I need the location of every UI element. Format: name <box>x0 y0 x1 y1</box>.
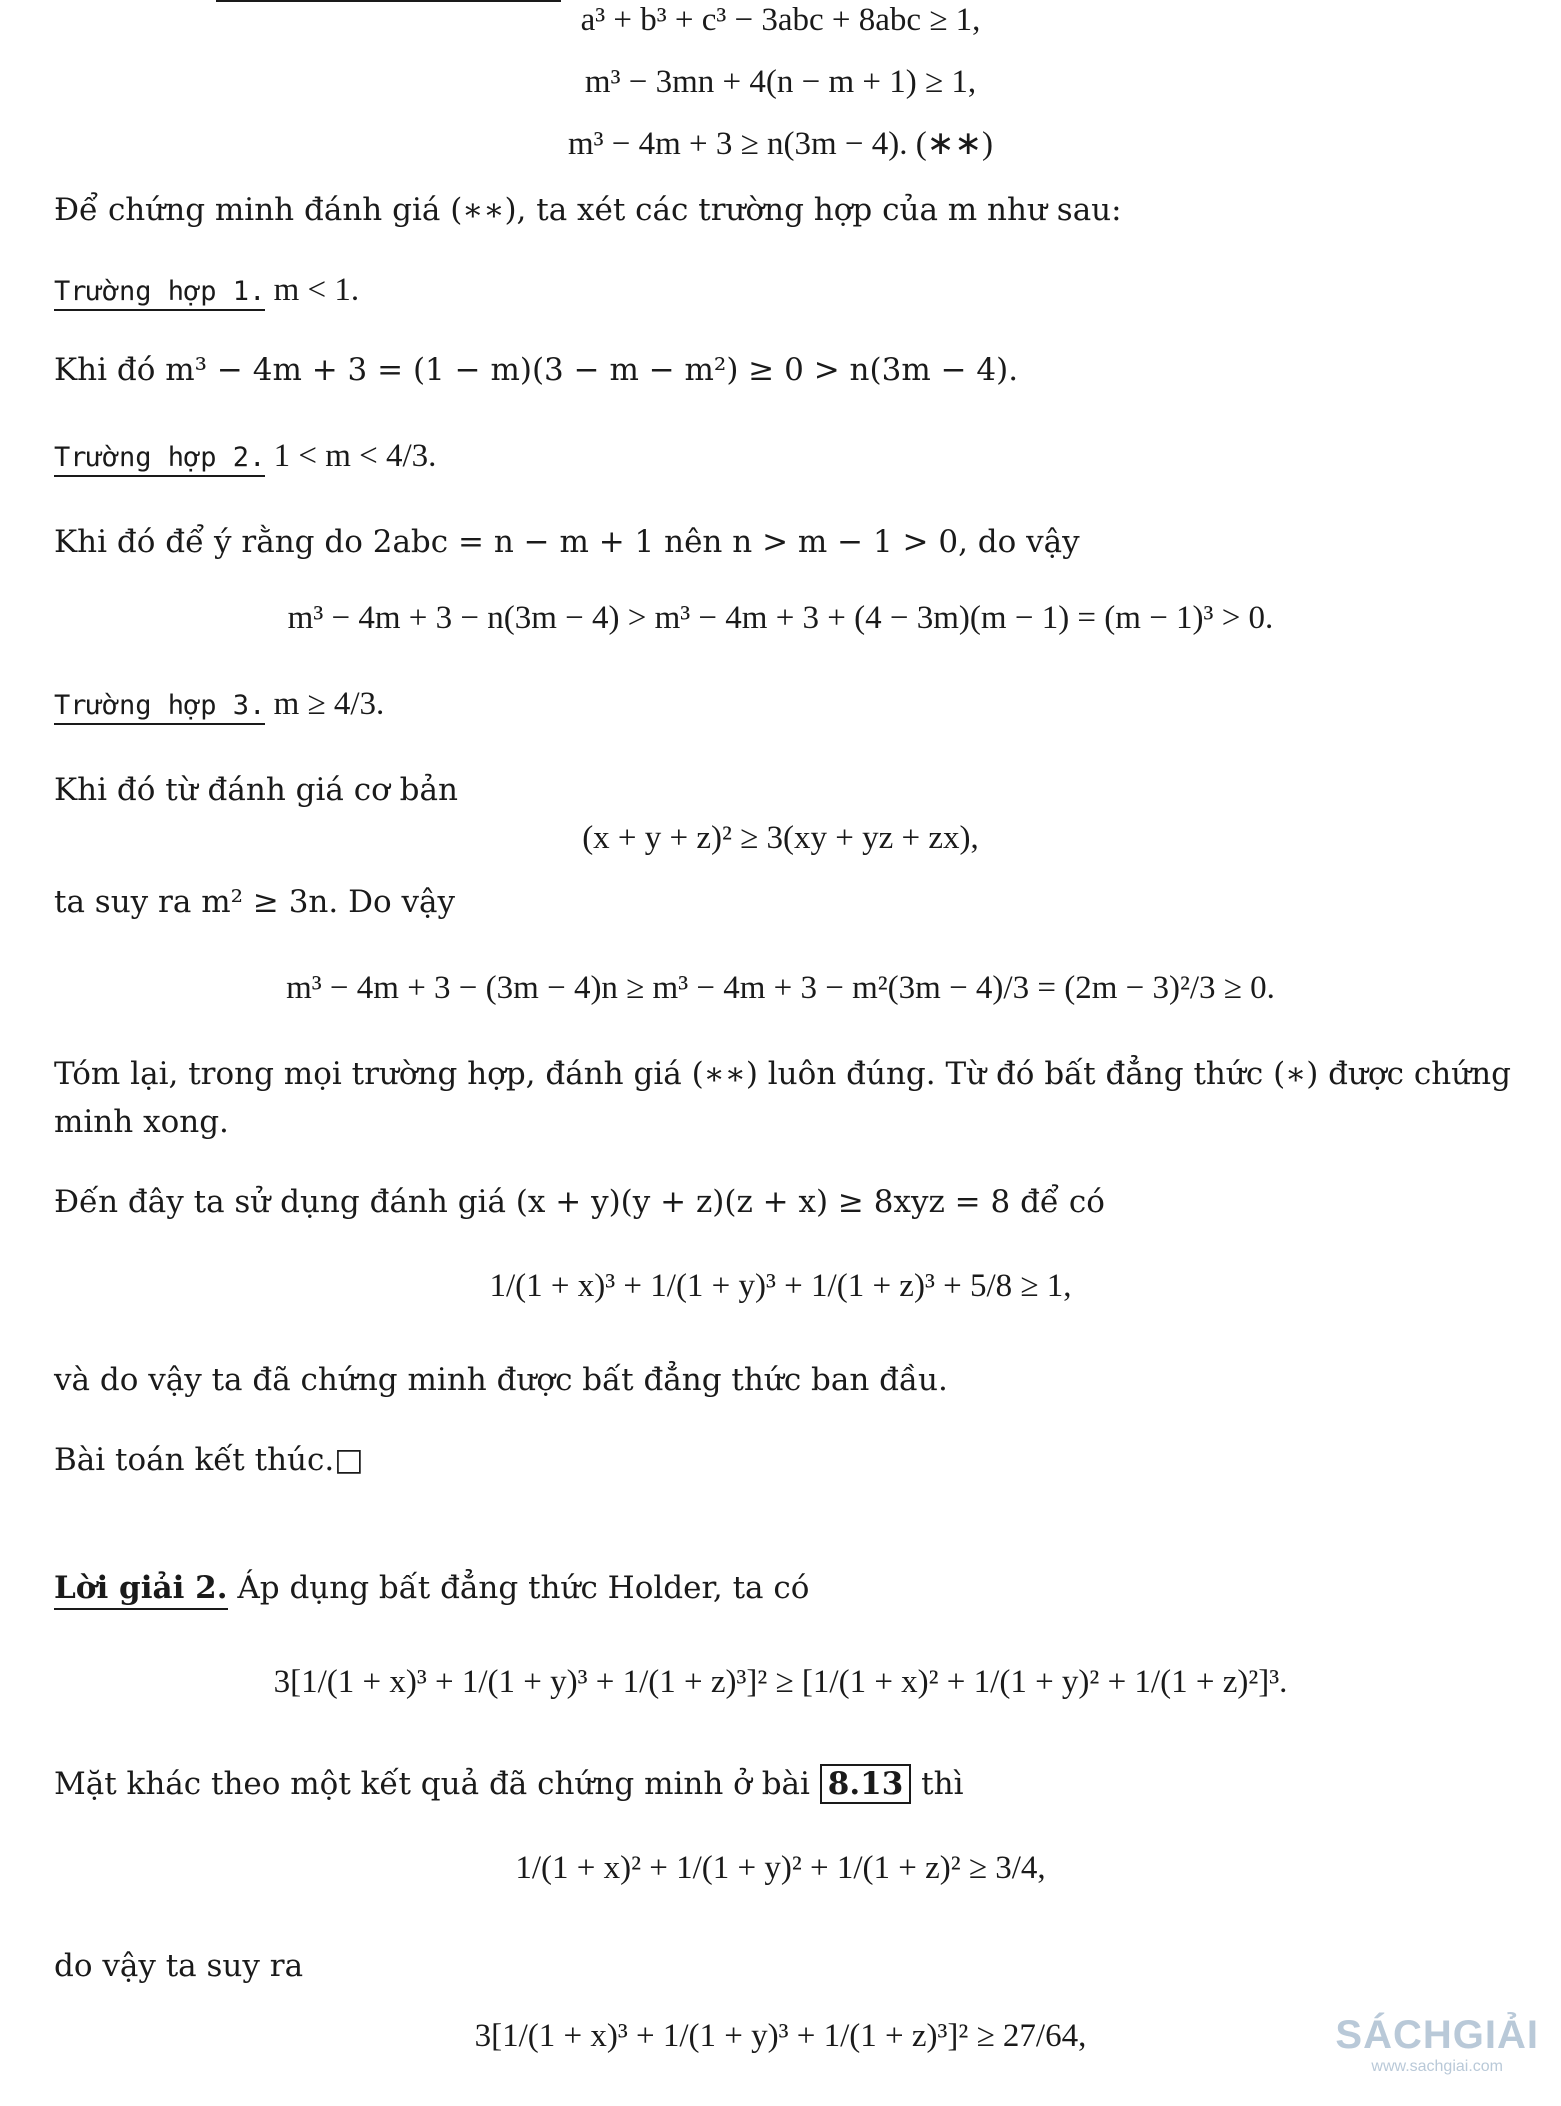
next-equation: 1/(1 + x)³ + 1/(1 + y)³ + 1/(1 + z)³ + 5/8 ≥ 1, <box>489 1268 1072 1304</box>
other-equation: 1/(1 + x)² + 1/(1 + y)² + 1/(1 + z)² ≥ 3/4, <box>515 1850 1046 1886</box>
case-1-condition: m < 1. <box>265 272 360 308</box>
summary-line-2: minh xong. <box>54 1104 229 1140</box>
final-equation: 3[1/(1 + x)³ + 1/(1 + y)³ + 1/(1 + z)³]² ≥ 27/64, <box>474 2018 1087 2054</box>
case-3-text-2: ta suy ra m² ≥ 3n. Do vậy <box>54 884 455 920</box>
equation-m2: m³ − 4m + 3 ≥ n(3m − 4). (∗∗) <box>567 126 994 162</box>
equation-m1: m³ − 3mn + 4(n − m + 1) ≥ 1, <box>584 64 977 100</box>
case-3 <box>54 684 384 726</box>
other-text-a: Mặt khác theo một kết quả đã chứng minh ở bài <box>54 1766 820 1802</box>
end-text: Bài toán kết thúc.□ <box>54 1442 364 1478</box>
case-3-equation: (x + y + z)² ≥ 3(xy + yz + zx), <box>582 820 979 856</box>
watermark-logo: SÁCHGIẢI <box>1335 2013 1539 2057</box>
solution-2-text: Áp dụng bất đẳng thức Holder, ta có <box>227 1570 810 1606</box>
case-2 <box>54 436 436 478</box>
watermark-url: www.sachgiai.com <box>1371 2058 1504 2075</box>
other-text <box>54 1764 964 1804</box>
solution-2-equation: 3[1/(1 + x)³ + 1/(1 + y)³ + 1/(1 + z)³]² ≥ [1/(1 + x)² + 1/(1 + y)² + 1/(1 + z)²]³. <box>273 1664 1288 1700</box>
case-2-condition: 1 < m < 4/3. <box>265 438 437 474</box>
case-2-label: Trường hợp 2. <box>54 442 265 477</box>
case-1-label: Trường hợp 1. <box>54 276 265 311</box>
solution-2-label: Lời giải 2. <box>54 1570 228 1610</box>
solution-2 <box>54 1568 809 1608</box>
watermark <box>1335 2013 1539 2076</box>
intro-text: Để chứng minh đánh giá (∗∗), ta xét các trường hợp của m như sau: <box>54 192 1122 228</box>
proved-text: và do vậy ta đã chứng minh được bất đẳng thức ban đầu. <box>54 1362 948 1398</box>
case-3-equation-2: m³ − 4m + 3 − (3m − 4)n ≥ m³ − 4m + 3 − m²(3m − 4)/3 = (2m − 3)²/3 ≥ 0. <box>286 970 1275 1006</box>
summary-line-1: Tóm lại, trong mọi trường hợp, đánh giá (∗∗) luôn đúng. Từ đó bất đẳng thức (∗) được chứng <box>54 1056 1511 1092</box>
case-3-label: Trường hợp 3. <box>54 690 265 725</box>
case-3-text: Khi đó từ đánh giá cơ bản <box>54 772 458 808</box>
case-3-condition: m ≥ 4/3. <box>265 686 385 722</box>
problem-reference: 8.13 <box>820 1764 912 1804</box>
case-2-equation: m³ − 4m + 3 − n(3m − 4) > m³ − 4m + 3 + (4 − 3m)(m − 1) = (m − 1)³ > 0. <box>287 600 1274 636</box>
equation-top: a³ + b³ + c³ − 3abc + 8abc ≥ 1, <box>580 2 981 38</box>
deduce-text: do vậy ta suy ra <box>54 1948 304 1984</box>
other-text-b: thì <box>911 1766 964 1802</box>
case-1 <box>54 270 359 312</box>
next-text: Đến đây ta sử dụng đánh giá (x + y)(y + z)(z + x) ≥ 8xyz = 8 để có <box>54 1184 1105 1220</box>
case-1-text: Khi đó m³ − 4m + 3 = (1 − m)(3 − m − m²) ≥ 0 > n(3m − 4). <box>54 352 1019 388</box>
case-2-text: Khi đó để ý rằng do 2abc = n − m + 1 nên n > m − 1 > 0, do vậy <box>54 524 1080 560</box>
